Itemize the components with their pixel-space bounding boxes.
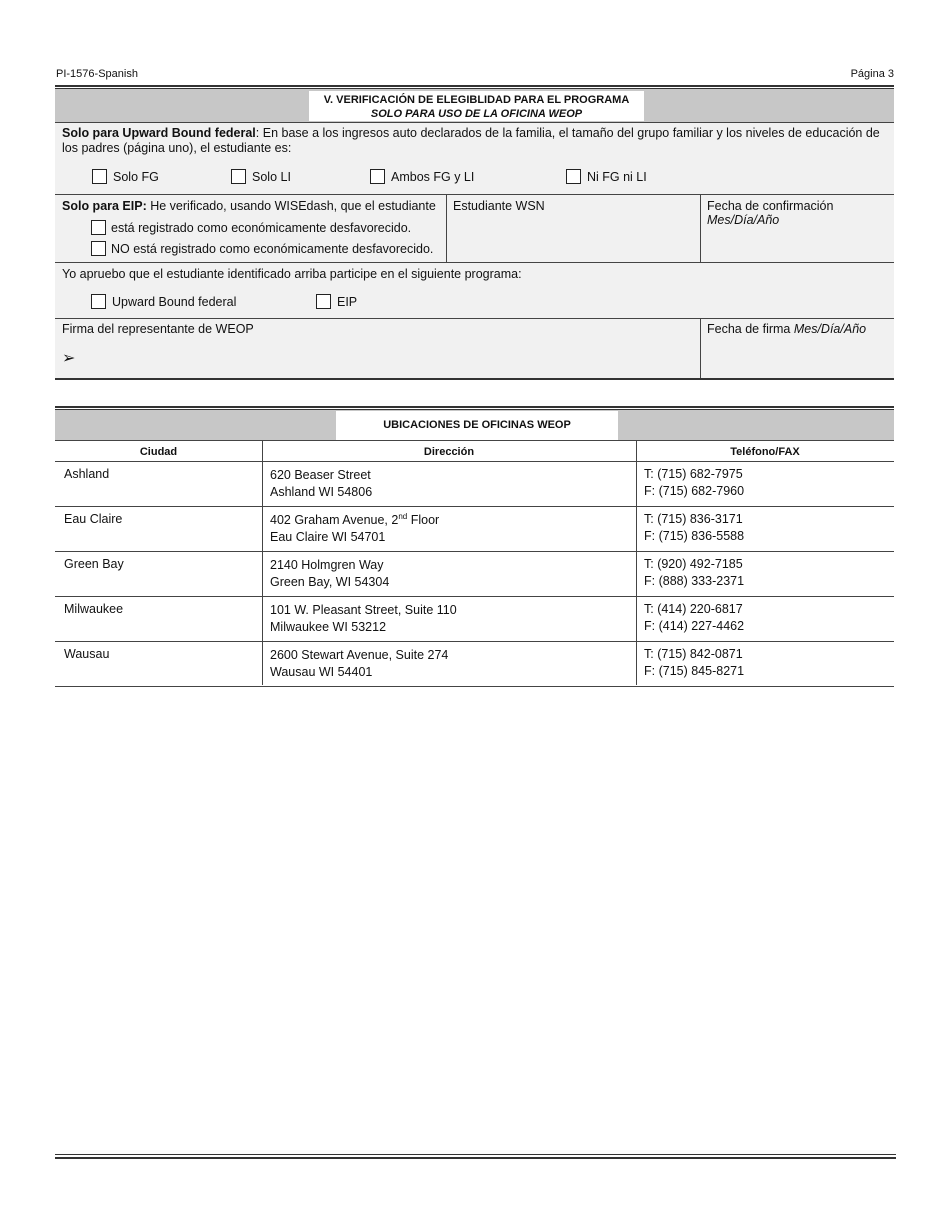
offices-title: UBICACIONES DE OFICINAS WEOP xyxy=(336,411,618,440)
upward-bound-desc: : En base a los ingresos auto declarados de la familia, el tamaño del grupo familiar y los niveles de educación de los padres (página uno), el estudiante es: xyxy=(62,126,880,155)
address-line-2: Ashland WI 54806 xyxy=(270,485,373,500)
office-address xyxy=(270,512,439,544)
address-line-1: 2600 Stewart Avenue, Suite 274 xyxy=(270,648,449,663)
option-upward-bound-federal[interactable]: Upward Bound federal xyxy=(91,294,236,309)
option-solo-li[interactable]: Solo LI xyxy=(231,169,291,184)
office-fax: F: (888) 333-2371 xyxy=(644,574,745,588)
option-solo-fg[interactable]: Solo FG xyxy=(92,169,159,184)
wsn-label: Estudiante WSN xyxy=(453,199,545,213)
offices-column-header xyxy=(55,441,894,462)
office-phone-fax xyxy=(644,467,744,498)
checkbox[interactable] xyxy=(91,241,106,256)
approve-text: Yo apruebo que el estudiante identificado arriba participe en el siguiente programa: xyxy=(62,267,522,281)
office-phone-fax xyxy=(644,557,744,588)
checkbox[interactable] xyxy=(316,294,331,309)
col-address: Dirección xyxy=(423,446,475,458)
address-line-2: Eau Claire WI 54701 xyxy=(270,530,386,545)
table-row xyxy=(55,642,894,687)
footer-rule xyxy=(55,1154,896,1159)
section-v-title-box xyxy=(309,91,644,121)
address-line-2: Green Bay, WI 54304 xyxy=(270,575,390,590)
signature-label: Firma del representante de WEOP xyxy=(62,322,254,336)
office-phone-fax xyxy=(644,512,744,543)
office-phone: T: (715) 682-7975 xyxy=(644,467,743,481)
office-city: Ashland xyxy=(64,467,110,481)
section-v-subtitle: SOLO PARA USO DE LA OFICINA WEOP xyxy=(370,108,583,120)
confirm-date-format: Mes/Día/Año xyxy=(707,213,780,227)
office-fax: F: (715) 845-8271 xyxy=(644,664,745,678)
confirm-date-input[interactable] xyxy=(707,229,887,259)
upward-bound-lead: Solo para Upward Bound federal xyxy=(62,126,256,140)
office-phone: T: (920) 492-7185 xyxy=(644,557,743,571)
option-eip-registered[interactable]: está registrado como económicamente desfavorecido. xyxy=(91,220,411,235)
eip-block xyxy=(55,195,894,263)
office-phone: T: (715) 842-0871 xyxy=(644,647,743,661)
address-line-1: 101 W. Pleasant Street, Suite 110 xyxy=(270,603,457,618)
office-fax: F: (414) 227-4462 xyxy=(644,619,745,633)
address-line-2: Wausau WI 54401 xyxy=(270,665,373,680)
confirm-date-label: Fecha de confirmación xyxy=(707,199,834,213)
signature-date-input[interactable] xyxy=(707,339,887,375)
address-line-1: 620 Beaser Street xyxy=(270,468,371,483)
upward-bound-text xyxy=(62,126,888,155)
signature-input[interactable] xyxy=(83,343,693,375)
arrow-icon: ➢ xyxy=(62,350,76,367)
office-city: Green Bay xyxy=(64,557,124,571)
wsn-input[interactable] xyxy=(453,213,699,257)
office-city: Wausau xyxy=(64,647,110,661)
table-row xyxy=(55,552,894,597)
col-phone: Teléfono/FAX xyxy=(730,446,800,458)
checkbox[interactable] xyxy=(566,169,581,184)
signature-date-format: Mes/Día/Año xyxy=(793,322,867,336)
office-city: Milwaukee xyxy=(64,602,124,616)
office-address xyxy=(270,602,457,634)
address-line-2: Milwaukee WI 53212 xyxy=(270,620,387,635)
upward-bound-block xyxy=(55,123,894,195)
eip-lead: Solo para EIP: xyxy=(62,199,147,213)
col-city: Ciudad xyxy=(139,446,178,458)
table-row xyxy=(55,462,894,507)
office-address xyxy=(270,557,389,589)
checkbox[interactable] xyxy=(91,220,106,235)
office-phone-fax xyxy=(644,602,744,633)
page-number: Página 3 xyxy=(850,68,894,80)
office-fax: F: (715) 682-7960 xyxy=(644,484,745,498)
signature-date-label: Fecha de firma Mes/Día/Año xyxy=(707,322,867,336)
section-v-header-band xyxy=(55,89,894,123)
checkbox[interactable] xyxy=(370,169,385,184)
address-line-1: 402 Graham Avenue, 2nd Floor xyxy=(270,512,440,528)
option-eip[interactable]: EIP xyxy=(316,294,357,309)
offices-header-band xyxy=(55,410,894,441)
signature-block xyxy=(55,319,894,380)
option-ni-fg-ni-li[interactable]: Ni FG ni LI xyxy=(566,169,647,184)
checkbox[interactable] xyxy=(91,294,106,309)
office-phone: T: (414) 220-6817 xyxy=(644,602,743,616)
section-v-title: V. VERIFICACIÓN DE ELEGIBLIDAD PARA EL PROGRAMA xyxy=(323,94,630,106)
checkbox[interactable] xyxy=(231,169,246,184)
office-city: Eau Claire xyxy=(64,512,123,526)
address-line-1: 2140 Holmgren Way xyxy=(270,558,384,573)
option-eip-not-registered[interactable]: NO está registrado como económicamente desfavorecido. xyxy=(91,241,433,256)
office-fax: F: (715) 836-5588 xyxy=(644,529,745,543)
table-row xyxy=(55,507,894,552)
option-ambos-fg-li[interactable]: Ambos FG y LI xyxy=(370,169,474,184)
office-address xyxy=(270,647,448,679)
table-divider xyxy=(636,441,637,685)
table-row xyxy=(55,597,894,642)
approve-block xyxy=(55,263,894,319)
eip-text xyxy=(62,199,436,213)
office-phone-fax xyxy=(644,647,744,678)
form-id: PI-1576-Spanish xyxy=(56,68,138,80)
office-phone: T: (715) 836-3171 xyxy=(644,512,743,526)
table-divider xyxy=(262,441,263,685)
checkbox[interactable] xyxy=(92,169,107,184)
eip-desc: He verificado, usando WISEdash, que el estudiante xyxy=(146,199,436,213)
office-address xyxy=(270,467,372,499)
